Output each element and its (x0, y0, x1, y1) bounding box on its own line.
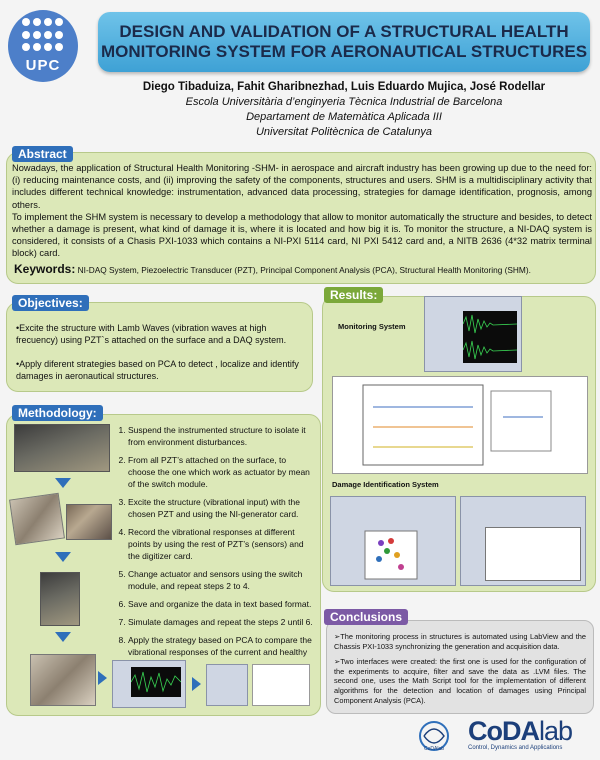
methodology-step: 3. Excite the structure (vibrational input) with the chosen PZT and using the NI-generator card. (128, 496, 314, 520)
authors-block (98, 80, 590, 140)
flow-arrow-down-2 (55, 552, 71, 562)
oscilloscope-panel (131, 667, 181, 697)
damage-identification-label: Damage Identification System (332, 480, 439, 489)
waveform-icon (131, 667, 181, 697)
steps-list (114, 424, 314, 670)
block-diagram-screenshot (332, 376, 588, 474)
conclusion-1: ➢The monitoring process in structures is automated using LabView and the Chassis PXI-1033 synchronizing the generation and acquisition data. (334, 632, 586, 651)
damage-panel-2 (460, 496, 586, 586)
labview-screenshot-1 (112, 660, 186, 708)
pxi-chassis-photo (40, 572, 80, 626)
upc-logo-dots (22, 18, 64, 54)
affiliation-department: Departament de Matemàtica Aplicada III (246, 111, 442, 123)
monitoring-front-panel (424, 296, 522, 372)
codalab-logo (468, 716, 594, 751)
monitoring-system-label: Monitoring System (338, 322, 406, 331)
damage-panel-1 (330, 496, 456, 586)
objectives-heading: Objectives: (12, 295, 89, 311)
objectives-text (16, 322, 304, 394)
lab-setup-photo (30, 654, 96, 706)
conclusions-heading: Conclusions (324, 609, 408, 625)
suspended-structure-photo (14, 424, 110, 472)
codalab-emblem (414, 718, 454, 754)
methodology-step: 1. Suspend the instrumented structure to isolate it from environment disturbances. (128, 424, 314, 448)
labview-screenshot-2 (206, 664, 248, 706)
monitoring-scope (463, 311, 517, 363)
objective-1: •Excite the structure with Lamb Waves (vibration waves at high frecuency) using PZT`s attached on the surface and a DAQ system. (16, 323, 287, 345)
methodology-step: 7. Simulate damages and repeat the steps 2 until 6. (128, 616, 314, 628)
methodology-step: 8. Apply the strategy based on PCA to compare the vibrational responses of the current and healthy (128, 634, 314, 670)
codalab-lab: lab (539, 716, 573, 746)
plate-photo-1 (9, 493, 65, 546)
labview-screenshot-3 (252, 664, 310, 706)
keywords-text: NI-DAQ System, Piezoelectric Transducer (PZT), Principal Component Analysis (PCA), Structural Health Monitoring (SHM). (75, 265, 531, 275)
methodology-step: 2. From all PZT’s attached on the surface, to choose the one which work as actuator by mean of the switch module. (128, 454, 314, 490)
poster-title (98, 12, 590, 72)
upc-logo (8, 10, 78, 82)
abstract-paragraph-1: Nowadays, the application of Structural Health Monitoring -SHM- in aerospace and aircraft industry has been growing up due to the need for: (i) reducing maintenance costs, and (ii) improving the safety of the components, structures and users. SHM is a multidisciplinary activity that includes different technical knowledge: instrumentation, advanced data processing, strategies for damage identification, prognosis, among others. (12, 163, 592, 210)
methodology-step: 5. Change actuator and sensors using the switch module, and repeat steps 2 to 4. (128, 568, 314, 592)
upc-logo-text: UPC (25, 57, 61, 74)
plate-photo-2 (66, 504, 112, 540)
methodology-step: 6. Save and organize the data in text based format. (128, 598, 314, 610)
flow-arrow-right-2 (192, 677, 201, 691)
affiliation-school: Escola Universitària d’enginyeria Tècnica Industrial de Barcelona (185, 96, 503, 108)
damage-plot-area (485, 527, 581, 581)
damage-map-icon (331, 497, 455, 585)
flow-arrow-down-3 (55, 632, 71, 642)
codalab-emblem-text: CoDAlab (423, 746, 444, 752)
author-names: Diego Tibaduiza, Fahit Gharibnezhad, Luis Eduardo Mujica, José Rodellar (142, 81, 546, 93)
keywords-line (14, 262, 594, 276)
methodology-heading: Methodology: (12, 405, 103, 421)
monitoring-waveform-icon (463, 311, 517, 363)
codalab-wordmark (468, 716, 594, 747)
abstract-text (12, 162, 592, 260)
title-line-2: MONITORING SYSTEM FOR AERONAUTICAL STRUCTURES (100, 42, 588, 61)
block-diagram-icon (333, 377, 587, 473)
title-line-1: DESIGN AND VALIDATION OF A STRUCTURAL HEALTH (119, 22, 569, 41)
keywords-label: Keywords: (14, 262, 76, 276)
abstract-heading: Abstract (12, 146, 73, 162)
abstract-paragraph-2: To implement the SHM system is necessary to develop a methodology that allow to monitor automatically the structure and besides, to detect whether a damage is present, what kind of damage it is, where it is located and how big it is. To monitor the structure, a NI-DAQ system is considered, it consists of a Chasis PXI-1033 which contains a NI-PXI 5114 card, NI PXI 5412 card and, a NITB 2636 (4*32 matrix terminal block) card. (12, 211, 592, 259)
codalab-coda: CoDA (468, 716, 539, 746)
methodology-step: 4. Record the vibrational responses at different points by using the rest of PZT’s (sensors) and the digitizer card. (128, 526, 314, 562)
conclusions-text (334, 632, 586, 711)
objective-2: •Apply diferent strategies based on PCA to detect , localize and identify damages in aeronautical structures. (16, 359, 299, 381)
results-heading: Results: (324, 287, 383, 303)
flow-arrow-down-1 (55, 478, 71, 488)
codalab-subtitle: Control, Dynamics and Applications (468, 745, 563, 751)
conclusion-2: ➢Two interfaces were created: the first one is used for the configuration of the experiments to acquire, filter and save the data as .LVM files. The second one, uses the Math Script tool for the implementation of different algorithms for the detection and location of damages using Principal Component Analysis (PCA). (334, 657, 586, 705)
methodology-steps (114, 424, 314, 676)
flow-arrow-right-1 (98, 671, 107, 685)
affiliation-university: Universitat Politècnica de Catalunya (255, 126, 433, 138)
